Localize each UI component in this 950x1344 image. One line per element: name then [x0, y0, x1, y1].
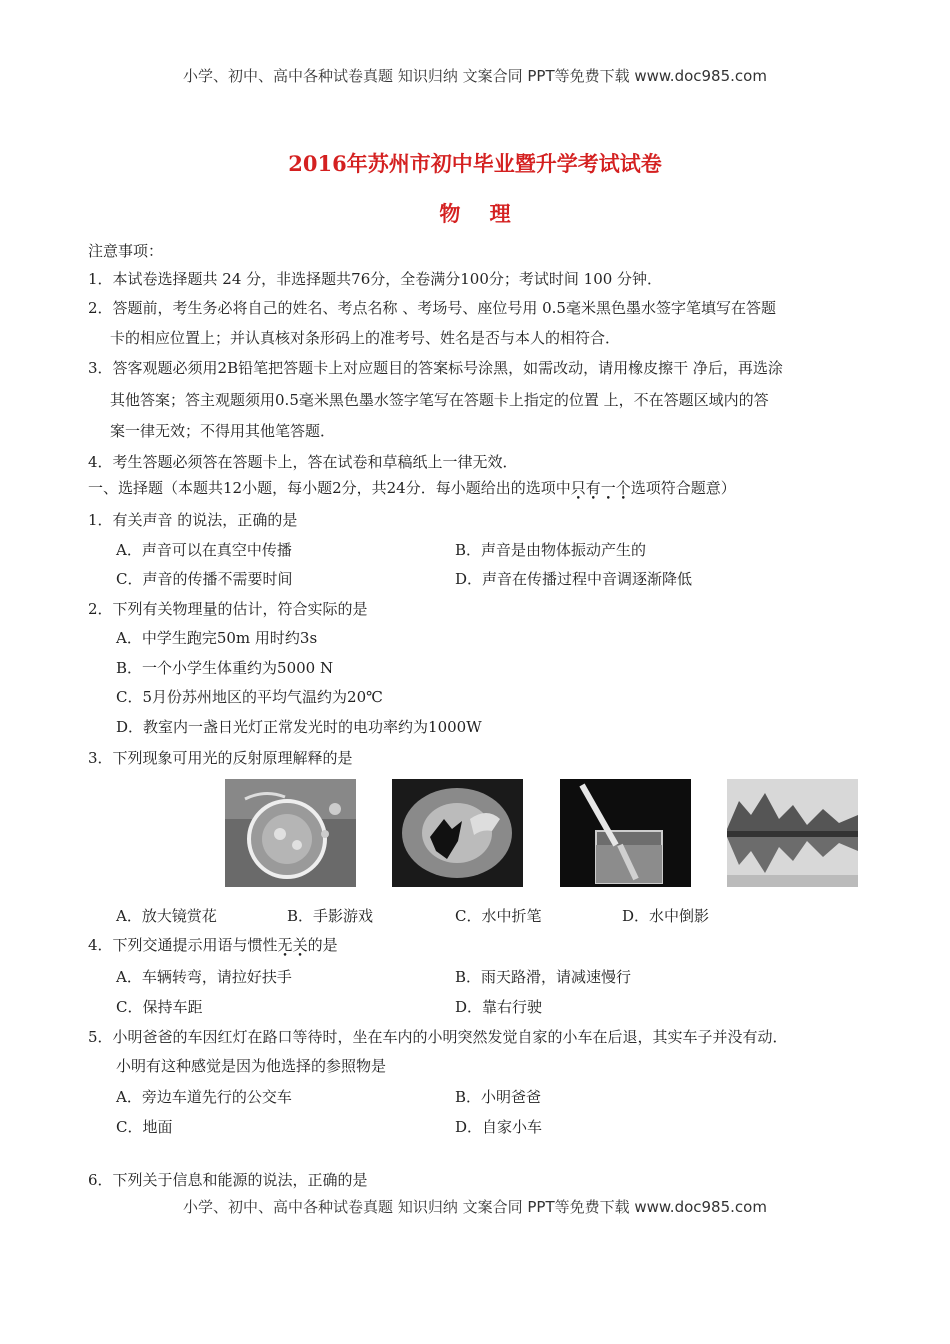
q5-option-d: D．自家小车: [455, 1118, 543, 1136]
water-reflection-photo: [727, 779, 858, 887]
q1-option-b: B．声音是由物体振动产生的: [455, 541, 647, 559]
q4-option-b: B．雨天路滑，请减速慢行: [455, 968, 632, 986]
q1-option-c: C．声音的传播不需要时间: [116, 570, 293, 588]
q3-option-d: D．水中倒影: [622, 907, 710, 925]
notice-item-2: 2．答题前，考生务必将自己的姓名、考点名称 、考场号、座位号用 0.5毫米黑色墨水签字笔填写在答题: [88, 299, 776, 317]
q3-option-b: B．手影游戏: [287, 907, 374, 925]
q2-stem: 2．下列有关物理量的估计，符合实际的是: [88, 600, 368, 618]
q5-stem-line1: 5．小明爸爸的车因红灯在路口等待时，坐在车内的小明突然发觉自家的小车在后退，其实车子并没有动．: [88, 1028, 788, 1046]
notice-item-4: 4．考生答题必须答在答题卡上，答在试卷和草稿纸上一律无效．: [88, 453, 518, 471]
q6-stem: 6．下列关于信息和能源的说法，正确的是: [88, 1171, 368, 1189]
q5-option-b: B．小明爸爸: [455, 1088, 542, 1106]
q1-stem: 1．有关声音 的说法，正确的是: [88, 511, 298, 529]
page-header: 小学、初中、高中各种试卷真题 知识归纳 文案合同 PPT等免费下载 www.doc985.com: [183, 67, 767, 85]
notice-item-1: 1．本试卷选择题共 24 分，非选择题共76分，全卷满分100分；考试时间 100 分钟．: [88, 270, 663, 288]
pen-in-water-photo: [560, 779, 691, 887]
notice-item-3-cont2: 案一律无效；不得用其他笔答题．: [110, 422, 336, 440]
notice-item-3-cont: 其他答案；答主观题须用0.5毫米黑色墨水签字笔写在答题卡上指定的位置 上，不在答题区域内的答: [110, 391, 769, 409]
subject-title: 物 理: [439, 201, 511, 226]
q4-stem: 4．下列交通提示用语与惯性无关的是: [88, 936, 338, 954]
q4-option-c: C．保持车距: [116, 998, 203, 1016]
exam-title: 2016年苏州市初中毕业暨升学考试试卷: [288, 151, 662, 176]
notice-item-2-cont: 卡的相应位置上；并认真核对条形码上的准考号、姓名是否与本人的相符合．: [110, 329, 621, 347]
notice-item-3: 3．答客观题必须用2B铅笔把答题卡上对应题目的答案标号涂黑，如需改动，请用橡皮擦干 净后，再选涂: [88, 359, 783, 377]
q5-option-c: C．地面: [116, 1118, 173, 1136]
q4-option-d: D．靠右行驶: [455, 998, 543, 1016]
q4-option-a: A．车辆转弯，请拉好扶手: [116, 968, 292, 986]
q3-stem: 3．下列现象可用光的反射原理解释的是: [88, 749, 353, 767]
section-heading: 一、选择题（本题共12小题，每小题2分，共24分．每小题给出的选项中只有一个选项符合题意）: [88, 479, 736, 497]
hand-shadow-photo: [392, 779, 523, 887]
q2-option-d: D．教室内一盏日光灯正常发光时的电功率约为1000W: [116, 718, 482, 736]
q5-option-a: A．旁边车道先行的公交车: [116, 1088, 292, 1106]
q3-option-c: C．水中折笔: [455, 907, 542, 925]
magnifier-flower-photo: [225, 779, 356, 887]
q2-option-c: C．5月份苏州地区的平均气温约为20℃: [116, 688, 383, 706]
page-footer: 小学、初中、高中各种试卷真题 知识归纳 文案合同 PPT等免费下载 www.doc985.com: [183, 1198, 767, 1216]
q5-stem-line2: 小明有这种感觉是因为他选择的参照物是: [116, 1057, 387, 1075]
q2-option-a: A．中学生跑完50m 用时约3s: [116, 629, 318, 647]
q1-option-a: A．声音可以在真空中传播: [116, 541, 292, 559]
q2-option-b: B．一个小学生体重约为5000 N: [116, 659, 334, 677]
q3-option-a: A．放大镜赏花: [116, 907, 217, 925]
notice-heading: 注意事项：: [88, 242, 164, 260]
q1-option-d: D．声音在传播过程中音调逐渐降低: [455, 570, 693, 588]
